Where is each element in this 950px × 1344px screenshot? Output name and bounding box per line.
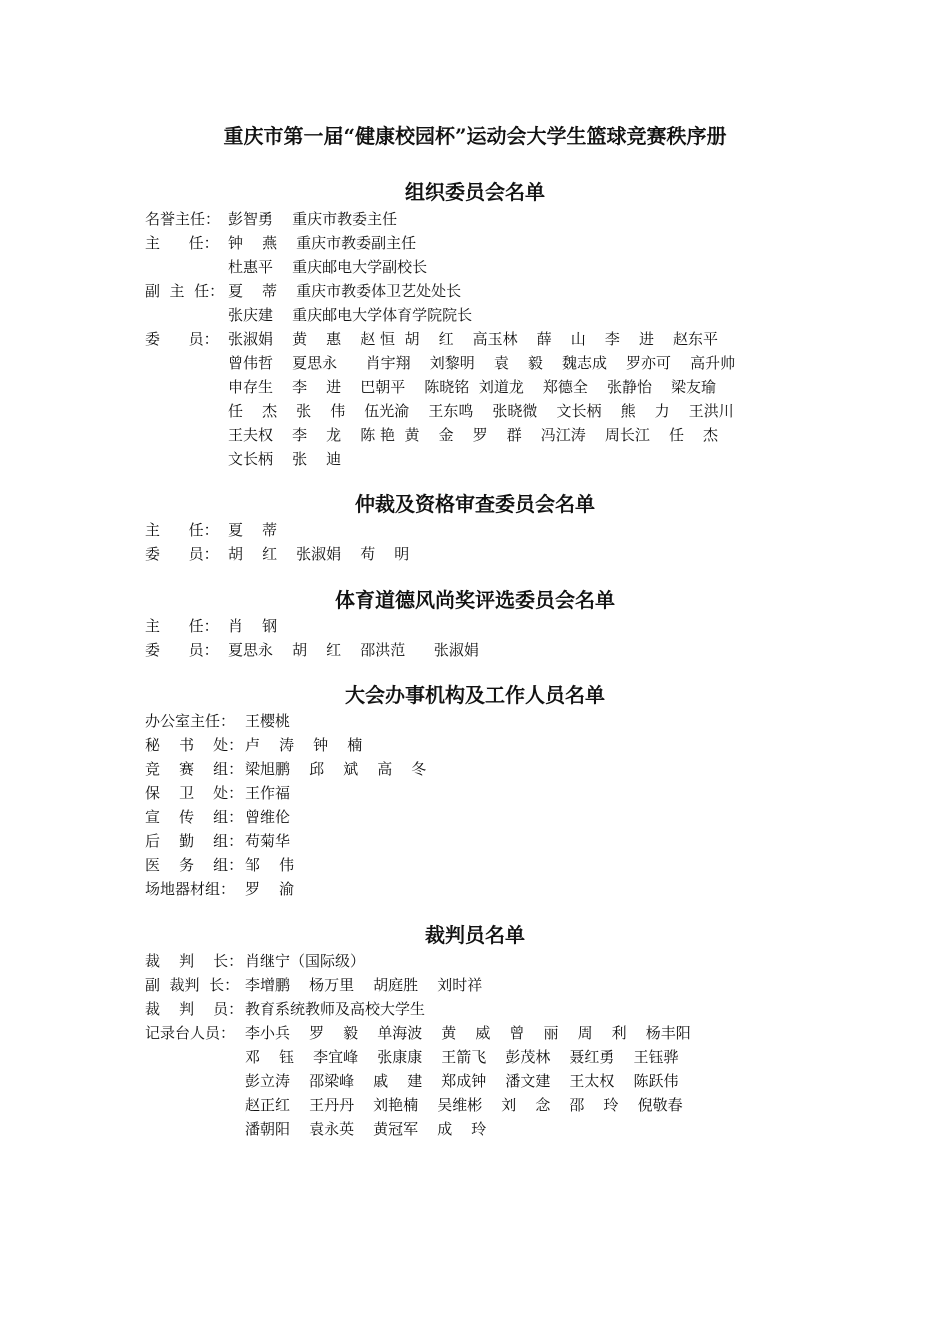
row-value: 胡 红 张淑娟 苟 明 xyxy=(228,545,410,563)
row-value: 夏 蒂 重庆市教委体卫艺处处长 xyxy=(228,282,462,300)
document-title: 重庆市第一届“健康校园杯”运动会大学生篮球竞赛秩序册 xyxy=(223,124,727,148)
row-value: 夏 蒂 xyxy=(228,521,278,539)
row-value: 王作福 xyxy=(245,784,291,802)
office-row xyxy=(145,877,295,901)
arbitration-row xyxy=(145,542,410,566)
organizing-row xyxy=(145,327,719,351)
office-row xyxy=(145,757,427,781)
row-value: 任 杰 张 伟 伍光渝 王东鸣 张晓微 文长柄 熊 力 王洪川 xyxy=(228,402,734,420)
row-label: 委 员： xyxy=(145,641,219,659)
row-label: 医 务 组： xyxy=(145,856,244,874)
row-value: 张淑娟 黄 惠 赵 恒 胡 红 高玉林 薛 山 李 进 赵东平 xyxy=(228,330,719,348)
row-label: 裁 判 长： xyxy=(145,952,244,970)
row-value: 李小兵 罗 毅 单海波 黄 威 曾 丽 周 利 杨丰阳 xyxy=(245,1024,691,1042)
referees-row xyxy=(145,949,366,973)
row-value: 卢 涛 钟 楠 xyxy=(245,736,363,754)
row-value: 苟菊华 xyxy=(245,832,291,850)
office-row xyxy=(145,733,363,757)
section-title-referees: 裁判员名单 xyxy=(425,923,525,947)
row-label: 保 卫 处： xyxy=(145,784,244,802)
organizing-row xyxy=(145,303,473,327)
organizing-row xyxy=(145,207,398,231)
row-value: 肖继宁（国际级） xyxy=(245,952,366,970)
organizing-row xyxy=(145,399,734,423)
row-label: 副 裁判 长： xyxy=(145,976,240,994)
row-label: 后 勤 组： xyxy=(145,832,244,850)
organizing-row xyxy=(145,255,428,279)
office-row xyxy=(145,853,295,877)
row-value: 彭立涛 邵梁峰 戚 建 郑成钟 潘文建 王太权 陈跃伟 xyxy=(245,1072,679,1090)
referees-row xyxy=(145,1021,691,1045)
row-value: 王夫权 李 龙 陈 艳 黄 金 罗 群 冯江涛 周长江 任 杰 xyxy=(228,426,719,444)
row-value: 文长柄 张 迪 xyxy=(228,450,342,468)
row-label: 主 任： xyxy=(145,521,219,539)
organizing-row xyxy=(145,351,736,375)
row-label: 主 任： xyxy=(145,234,219,252)
organizing-row xyxy=(145,423,719,447)
row-value: 李增鹏 杨万里 胡庭胜 刘时祥 xyxy=(245,976,483,994)
referees-row xyxy=(145,973,483,997)
section-title-arbitration: 仲裁及资格审查委员会名单 xyxy=(355,492,595,516)
row-value: 罗 渝 xyxy=(245,880,295,898)
row-value: 钟 燕 重庆市教委副主任 xyxy=(228,234,417,252)
row-label: 副 主 任： xyxy=(145,282,225,300)
row-label: 主 任： xyxy=(145,617,219,635)
row-label: 裁 判 员： xyxy=(145,1000,244,1018)
sportsmanship-row xyxy=(145,638,479,662)
row-label: 竞 赛 组： xyxy=(145,760,244,778)
row-value: 曾维伦 xyxy=(245,808,291,826)
sportsmanship-row xyxy=(145,614,278,638)
office-row xyxy=(145,709,291,733)
section-title-office: 大会办事机构及工作人员名单 xyxy=(345,683,605,707)
referees-row xyxy=(145,1117,487,1141)
row-value: 王樱桃 xyxy=(245,712,291,730)
row-value: 杜惠平 重庆邮电大学副校长 xyxy=(228,258,428,276)
row-value: 申存生 李 进 巴朝平 陈晓铭 刘道龙 郑德全 张静怡 梁友瑜 xyxy=(228,378,717,396)
row-value: 教育系统教师及高校大学生 xyxy=(245,1000,426,1018)
row-label: 委 员： xyxy=(145,545,219,563)
office-row xyxy=(145,781,291,805)
row-value: 彭智勇 重庆市教委主任 xyxy=(228,210,398,228)
organizing-row xyxy=(145,375,717,399)
row-value: 梁旭鹏 邱 斌 高 冬 xyxy=(245,760,427,778)
row-label: 办公室主任： xyxy=(145,712,236,730)
row-value: 潘朝阳 袁永英 黄冠军 成 玲 xyxy=(245,1120,487,1138)
row-value: 曾伟哲 夏思永 肖宇翔 刘黎明 袁 毅 魏志成 罗亦可 高升帅 xyxy=(228,354,736,372)
organizing-row xyxy=(145,447,342,471)
row-label: 宣 传 组： xyxy=(145,808,244,826)
row-value: 赵正红 王丹丹 刘艳楠 吴维彬 刘 念 邵 玲 倪敬春 xyxy=(245,1096,683,1114)
referees-row xyxy=(145,997,426,1021)
section-title-sportsmanship: 体育道德风尚奖评选委员会名单 xyxy=(335,588,615,612)
referees-row xyxy=(145,1045,679,1069)
row-value: 邹 伟 xyxy=(245,856,295,874)
row-label: 场地器材组： xyxy=(145,880,236,898)
organizing-row xyxy=(145,231,417,255)
organizing-row xyxy=(145,279,462,303)
row-label: 名誉主任： xyxy=(145,210,221,228)
section-title-organizing: 组织委员会名单 xyxy=(405,180,545,204)
row-value: 张庆建 重庆邮电大学体育学院院长 xyxy=(228,306,473,324)
row-value: 夏思永 胡 红 邵洪范 张淑娟 xyxy=(228,641,479,659)
referees-row xyxy=(145,1093,683,1117)
referees-row xyxy=(145,1069,679,1093)
row-label: 秘 书 处： xyxy=(145,736,244,754)
arbitration-row xyxy=(145,518,278,542)
row-label: 记录台人员： xyxy=(145,1024,236,1042)
office-row xyxy=(145,829,291,853)
row-label: 委 员： xyxy=(145,330,219,348)
row-value: 邓 钰 李宜峰 张康康 王箭飞 彭茂林 聂红勇 王钰骅 xyxy=(245,1048,679,1066)
row-value: 肖 钢 xyxy=(228,617,278,635)
office-row xyxy=(145,805,291,829)
